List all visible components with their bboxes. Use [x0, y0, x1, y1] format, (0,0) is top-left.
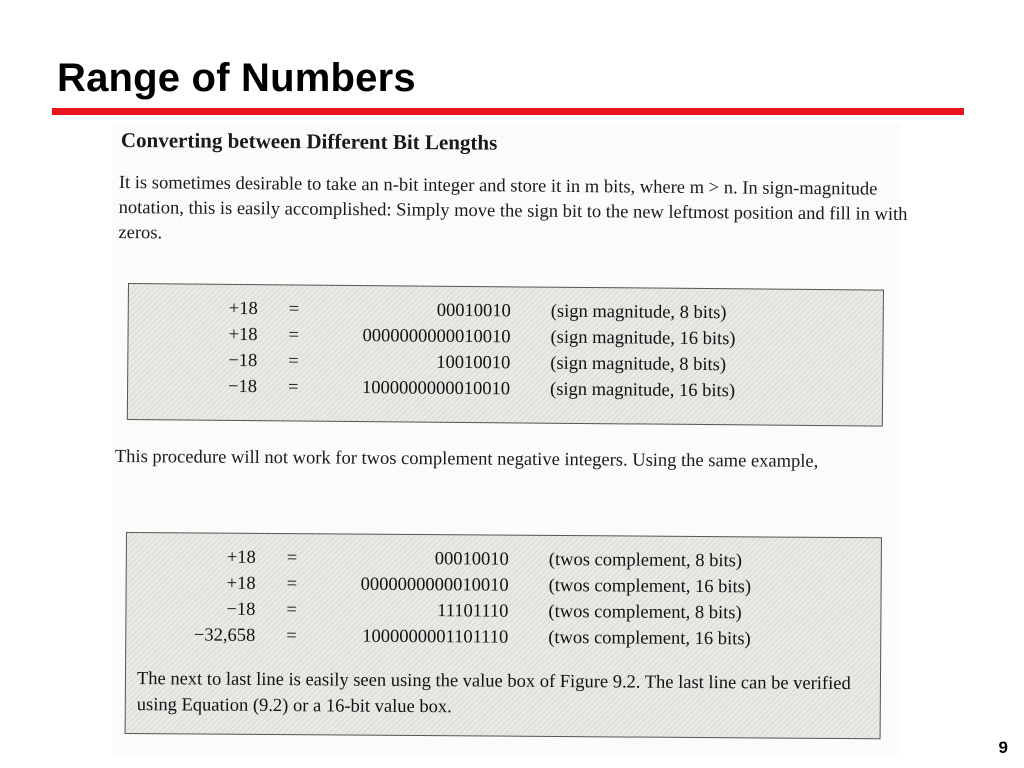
- decimal-value: +18: [226, 573, 256, 594]
- decimal-value: +18: [228, 298, 258, 320]
- binary-value: 00010010: [434, 549, 509, 570]
- equals-sign: =: [286, 600, 297, 621]
- binary-value: 10010010: [436, 352, 511, 374]
- equals-sign: =: [286, 548, 298, 569]
- slide-title: Range of Numbers: [57, 56, 416, 100]
- binary-value: 0000000000010010: [362, 326, 511, 348]
- binary-value: 1000000000010010: [362, 378, 511, 400]
- representation-note: (twos complement, 16 bits): [548, 627, 751, 650]
- title-rule: [52, 108, 964, 115]
- page-number: 9: [998, 738, 1008, 757]
- equals-sign: =: [288, 325, 300, 346]
- decimal-value: +18: [228, 324, 258, 346]
- representation-note: (sign magnitude, 16 bits): [550, 327, 736, 350]
- representation-note: (twos complement, 8 bits): [548, 549, 743, 572]
- intro-paragraph: It is sometimes desirable to take an n-bit integer and store it in m bits, where m > n. In sign-magnitude notation, this is easily accomplished: Simply move the sign bit to the new leftmost position and fill in with zeros.: [118, 172, 908, 244]
- procedure-paragraph: This procedure will not work for twos complement negative integers. Using the same example,: [114, 446, 819, 472]
- binary-value: 1000000001101110: [362, 626, 509, 648]
- representation-note: (sign magnitude, 16 bits): [549, 379, 736, 402]
- decimal-value: −18: [228, 350, 258, 372]
- equation-row: [128, 376, 882, 409]
- equation-row: [126, 625, 880, 656]
- binary-value: 0000000000010010: [360, 574, 509, 596]
- representation-note: (sign magnitude, 8 bits): [550, 301, 727, 324]
- equals-sign: =: [288, 377, 299, 398]
- decimal-value: +18: [226, 547, 256, 568]
- twos-complement-box: [125, 532, 882, 739]
- representation-note: (twos complement, 16 bits): [548, 575, 752, 598]
- box-footnote: The next to last line is easily seen using the value box of Figure 9.2. The last line can be verified using Equation (9.2) or a 16-bit value box.: [136, 669, 851, 718]
- equals-sign: =: [286, 574, 298, 595]
- equals-sign: =: [288, 299, 300, 320]
- binary-value: 00010010: [436, 300, 511, 322]
- representation-note: (sign magnitude, 8 bits): [550, 353, 727, 376]
- representation-note: (twos complement, 8 bits): [548, 601, 742, 624]
- section-heading: Converting between Different Bit Lengths: [120, 128, 498, 155]
- decimal-value: −18: [228, 376, 258, 398]
- decimal-value: −32,658: [193, 625, 256, 646]
- equals-sign: =: [286, 626, 297, 647]
- sign-magnitude-box: [127, 283, 884, 427]
- binary-value: 11101110: [437, 601, 509, 622]
- decimal-value: −18: [226, 599, 256, 620]
- equals-sign: =: [288, 351, 299, 372]
